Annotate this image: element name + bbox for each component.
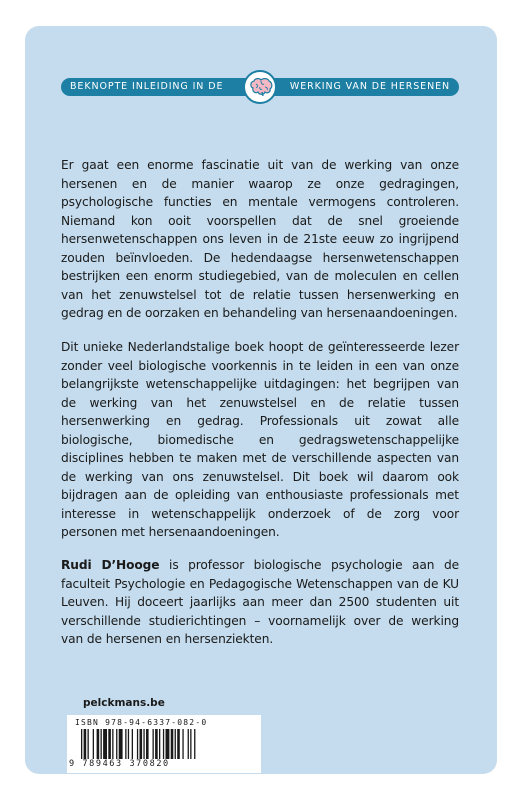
barcode-bar [119, 729, 123, 759]
barcode-bar [166, 729, 170, 759]
barcode-bar [97, 729, 100, 759]
barcode-bar [108, 729, 111, 759]
barcode-bar [143, 729, 144, 759]
barcode-bar [140, 729, 143, 759]
barcode-bar [163, 729, 164, 759]
barcode-bar [190, 729, 191, 759]
author-bio-text: is professor biologische psychologie aan de faculteit Psychologie en Pedagogische Wetenschappen van de KU Leuven. Hij doceert jaarlijks aan meer dan 2500 studenten uit verschillende studierichtingen – voornamelijk over de werking van de hersenen en hersenziekten. [61, 558, 459, 646]
barcode-bar [84, 729, 87, 759]
barcode-bar [153, 729, 154, 759]
barcode-bar [171, 729, 174, 759]
publisher-website: pelckmans.be [83, 697, 165, 709]
barcode-bar [112, 729, 113, 759]
barcode-bar [93, 729, 94, 759]
barcode-bar [116, 729, 117, 759]
barcode-bar [132, 729, 133, 759]
barcode-bar [155, 729, 158, 759]
barcode-bar [137, 729, 138, 759]
description-paragraph-1: Er gaat een enorme fascinatie uit van de werking van onze hersenen en de manier waarop ze onze gedragingen, psychologische functies en mentale vermogens controleren. Niemand kon ooit voorspellen dat de snel groeiende hersenwetenschappen ons leven in de 21ste eeuw zo ingrijpend zouden beïnvloeden. De hedendaagse hersenwetenschappen bestrijken een enorm studiegebied, van de moleculen en cellen van het zenuwstelsel tot de relatie tussen hersenwerking en gedrag en de oorzaken en behandeling van hersenaandoeningen. [61, 158, 459, 320]
isbn-label: ISBN 978-94-6337-082-0 [75, 718, 208, 727]
barcode-bar [81, 729, 82, 759]
barcode-bar [128, 729, 129, 759]
description-paragraph-2: Dit unieke Nederlandstalige boek hoopt de geïnteresseerde lezer zonder veel biologische voorkennis in te leiden in een van onze belangrijkste wetenschappelijke uitdagingen: het begrijpen van de werking van het zenuwstelsel en de relatie tussen hersenwerking en gedrag. Professionals uit zowat alle biologische, biomedische en gedragswetenschappelijke disciplines hebben te maken met de verschillende aspecten van de werking van ons zenuwstelsel. Dit boek wil daarom ook bijdragen aan de opleiding van enthousiaste professionals met interesse in wetenschappelijk onderzoek of de zorg voor personen met hersenaandoeningen. [61, 340, 459, 539]
barcode-bar [182, 729, 183, 759]
barcode-bar [125, 729, 126, 759]
barcode-bar [103, 729, 107, 759]
barcode-bar [194, 729, 195, 759]
barcode-bar [101, 729, 102, 759]
barcode-bars [81, 729, 253, 759]
author-bio [61, 556, 459, 649]
barcode-bar [88, 729, 89, 759]
barcode-bar [159, 729, 160, 759]
brain-icon [243, 70, 277, 104]
series-banner-right-text: WERKING VAN DE HERSENEN [289, 81, 450, 92]
series-banner-left-text: BEKNOPTE INLEIDING IN DE [70, 81, 224, 92]
barcode-bar [146, 729, 149, 759]
barcode-bar [177, 729, 180, 759]
barcode [67, 715, 261, 773]
barcode-bar [188, 729, 189, 759]
barcode-bar [175, 729, 176, 759]
author-name: Rudi D’Hooge [61, 558, 160, 572]
ean-digits: 9 789463 370820 [69, 759, 170, 769]
